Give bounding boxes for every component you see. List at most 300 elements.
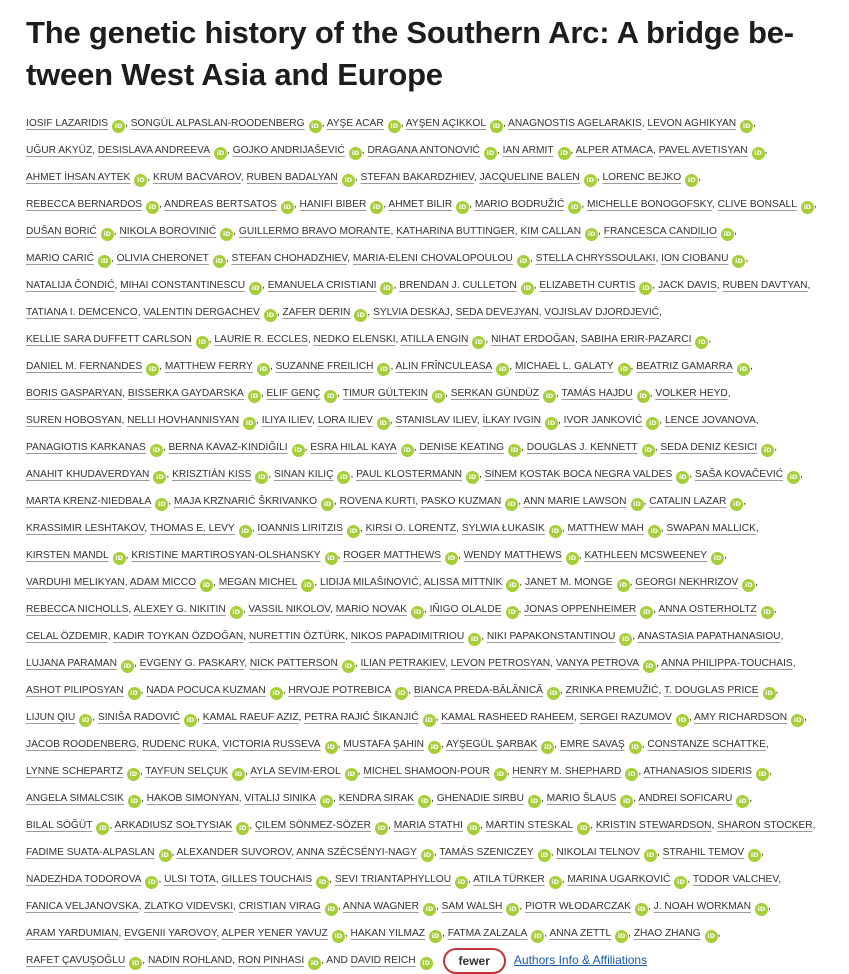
author-name-link[interactable]: TAYFUN SELÇUK [145, 766, 229, 777]
orcid-icon[interactable]: iD [787, 471, 800, 484]
author-name-link[interactable]: ANAGNOSTIS AGELARAKIS [508, 118, 642, 129]
orcid-icon[interactable]: iD [342, 660, 355, 673]
author-name-link[interactable]: TAMÁS SZENICZEY [439, 847, 534, 858]
author-name-link[interactable]: CLIVE BONSALL [717, 199, 797, 210]
author-name-link[interactable]: VOLKER HEYD [655, 388, 728, 399]
author-name-link[interactable]: BISSERKA GAYDARSKA [127, 388, 244, 399]
orcid-icon[interactable]: iD [145, 876, 158, 889]
author-name-link[interactable]: ZRINKA PREMUŽIĆ [565, 685, 659, 696]
author-name-link[interactable]: SABIHA ERIR-PAZARCI [580, 334, 692, 345]
orcid-icon[interactable]: iD [521, 282, 534, 295]
author-name-link[interactable]: BERNA KAVAZ-KINDIĞILI [168, 442, 288, 453]
orcid-icon[interactable]: iD [301, 579, 314, 592]
orcid-icon[interactable]: iD [184, 714, 197, 727]
author-name-link[interactable]: SERGEI RAZUMOV [579, 712, 672, 723]
author-name-link[interactable]: HAKAN YILMAZ [350, 928, 426, 939]
author-name-link[interactable]: FANICA VELJANOVSKA [26, 901, 139, 912]
orcid-icon[interactable]: iD [496, 363, 509, 376]
author-name-link[interactable]: STEFAN CHOHADZHIEV [231, 253, 348, 264]
orcid-icon[interactable]: iD [625, 768, 638, 781]
author-name-link[interactable]: JANET M. MONGE [525, 577, 613, 588]
orcid-icon[interactable]: iD [620, 795, 633, 808]
orcid-icon[interactable]: iD [395, 687, 408, 700]
author-name-link[interactable]: GUILLERMO BRAVO MORANTE [238, 226, 391, 237]
author-name-link[interactable]: NATALIJA ČONDIĆ [26, 280, 115, 291]
author-name-link[interactable]: CELAL ÖZDEMIR [26, 631, 108, 642]
author-name-link[interactable]: KIM CALLAN [520, 226, 582, 237]
author-name-link[interactable]: SINIŠA RADOVIĆ [97, 712, 181, 723]
author-name-link[interactable]: ILIAN PETRAKIEV [360, 658, 446, 669]
author-name-link[interactable]: NADEZHDA TODOROVA [26, 874, 142, 885]
orcid-icon[interactable]: iD [418, 795, 431, 808]
orcid-icon[interactable]: iD [411, 606, 424, 619]
orcid-icon[interactable]: iD [127, 768, 140, 781]
orcid-icon[interactable]: iD [676, 714, 689, 727]
orcid-icon[interactable]: iD [640, 606, 653, 619]
author-name-link[interactable]: ATILA TÜRKER [473, 874, 545, 885]
author-name-link[interactable]: ROVENA KURTI [339, 496, 416, 507]
orcid-icon[interactable]: iD [705, 930, 718, 943]
author-name-link[interactable]: TAMÁS HAJDU [561, 388, 633, 399]
author-name-link[interactable]: ZAFER DERIN [282, 307, 351, 318]
author-name-link[interactable]: DAVID REICH [350, 955, 416, 967]
author-name-link[interactable]: ZLATKO VIDEVSKI [144, 901, 234, 912]
orcid-icon[interactable]: iD [740, 120, 753, 133]
orcid-icon[interactable]: iD [791, 714, 804, 727]
orcid-icon[interactable]: iD [644, 849, 657, 862]
author-name-link[interactable]: STEFAN BAKARDZHIEV [360, 172, 474, 183]
orcid-icon[interactable]: iD [232, 768, 245, 781]
orcid-icon[interactable]: iD [428, 741, 441, 754]
orcid-icon[interactable]: iD [421, 849, 434, 862]
author-name-link[interactable]: KENDRA SIRAK [338, 793, 415, 804]
orcid-icon[interactable]: iD [648, 525, 661, 538]
author-name-link[interactable]: SEVI TRIANTAPHYLLOU [334, 874, 452, 885]
orcid-icon[interactable]: iD [423, 903, 436, 916]
author-name-link[interactable]: T. DOUGLAS PRICE [663, 685, 759, 696]
author-name-link[interactable]: EVGENY G. PASKARY [139, 658, 245, 669]
orcid-icon[interactable]: iD [506, 606, 519, 619]
orcid-icon[interactable]: iD [375, 822, 388, 835]
author-name-link[interactable]: EMANUELA CRISTIANI [267, 280, 377, 291]
orcid-icon[interactable]: iD [239, 525, 252, 538]
author-name-link[interactable]: ESRA HILAL KAYA [310, 442, 397, 453]
author-name-link[interactable]: MARIO BODRUŽIĆ [474, 199, 565, 210]
orcid-icon[interactable]: iD [320, 795, 333, 808]
author-name-link[interactable]: LORA ILIEV [317, 415, 373, 426]
author-name-link[interactable]: MARIO CARIĆ [26, 253, 94, 264]
author-name-link[interactable]: TIMUR GÜLTEKIN [342, 388, 429, 399]
orcid-icon[interactable]: iD [321, 498, 334, 511]
orcid-icon[interactable]: iD [528, 795, 541, 808]
author-name-link[interactable]: PIOTR WŁODARCZAK [525, 901, 631, 912]
author-name-link[interactable]: VITALIJ SINIKA [244, 793, 317, 804]
orcid-icon[interactable]: iD [558, 147, 571, 160]
author-name-link[interactable]: KRASSIMIR LESHTAKOV [26, 523, 145, 534]
orcid-icon[interactable]: iD [585, 228, 598, 241]
author-name-link[interactable]: AHMET BILIR [388, 199, 453, 210]
author-name-link[interactable]: REBECCA NICHOLLS [26, 604, 129, 615]
orcid-icon[interactable]: iD [545, 417, 558, 430]
orcid-icon[interactable]: iD [370, 201, 383, 214]
orcid-icon[interactable]: iD [270, 687, 283, 700]
author-name-link[interactable]: TODOR VALCHEV [692, 874, 779, 885]
orcid-icon[interactable]: iD [505, 498, 518, 511]
author-name-link[interactable]: VASSIL NIKOLOV [248, 604, 331, 615]
author-name-link[interactable]: JONAS OPPENHEIMER [524, 604, 637, 615]
orcid-icon[interactable]: iD [756, 768, 769, 781]
author-name-link[interactable]: SINEM KOSTAK BOCA NEGRA VALDES [484, 469, 673, 480]
author-name-link[interactable]: SAM WALSH [441, 901, 503, 912]
author-name-link[interactable]: SEDA DEVEJYAN [455, 307, 539, 318]
author-name-link[interactable]: SYLWIA ŁUKASIK [461, 523, 545, 534]
author-name-link[interactable]: ALPER YENER YAVUZ [221, 928, 328, 939]
orcid-icon[interactable]: iD [472, 336, 485, 349]
author-name-link[interactable]: ALIN FRÎNCULEASA [395, 361, 493, 372]
author-name-link[interactable]: ULSI TOTA [164, 874, 216, 885]
author-name-link[interactable]: SUREN HOBOSYAN [26, 415, 122, 426]
orcid-icon[interactable]: iD [755, 903, 768, 916]
author-name-link[interactable]: SHARON STOCKER [717, 820, 813, 831]
orcid-icon[interactable]: iD [742, 579, 755, 592]
author-name-link[interactable]: LIJUN QIU [26, 712, 76, 723]
author-name-link[interactable]: J. NOAH WORKMAN [653, 901, 751, 912]
author-name-link[interactable]: AYŞEN AÇIKKOL [405, 118, 487, 129]
author-name-link[interactable]: SAŠA KOVAČEVIĆ [694, 469, 784, 480]
orcid-icon[interactable]: iD [721, 228, 734, 241]
orcid-icon[interactable]: iD [543, 390, 556, 403]
author-name-link[interactable]: ANAHIT KHUDAVERDYAN [26, 469, 150, 480]
orcid-icon[interactable]: iD [264, 309, 277, 322]
author-name-link[interactable]: PAUL KLOSTERMANN [356, 469, 462, 480]
orcid-icon[interactable]: iD [79, 714, 92, 727]
author-name-link[interactable]: ARAM YARDUMIAN [26, 928, 119, 939]
orcid-icon[interactable]: iD [423, 714, 436, 727]
author-name-link[interactable]: GHENADIE SIRBU [436, 793, 524, 804]
author-name-link[interactable]: SONGÜL ALPASLAN-ROODENBERG [130, 118, 305, 129]
orcid-icon[interactable]: iD [456, 201, 469, 214]
orcid-icon[interactable]: iD [325, 903, 338, 916]
orcid-icon[interactable]: iD [377, 363, 390, 376]
author-name-link[interactable]: PAVEL AVETISYAN [658, 145, 748, 156]
orcid-icon[interactable]: iD [752, 147, 765, 160]
author-name-link[interactable]: ATHANASIOS SIDERIS [643, 766, 752, 777]
author-name-link[interactable]: MARIO NOVAK [335, 604, 407, 615]
author-name-link[interactable]: PETRA RAJIĆ ŠIKANJIĆ [304, 712, 419, 723]
orcid-icon[interactable]: iD [468, 633, 481, 646]
orcid-icon[interactable]: iD [388, 120, 401, 133]
author-name-link[interactable]: AYLA SEVIM-EROL [250, 766, 341, 777]
author-name-link[interactable]: KIRSI O. LORENTZ [365, 523, 457, 534]
author-name-link[interactable]: LENCE JOVANOVA [665, 415, 756, 426]
author-name-link[interactable]: GOJKO ANDRIJAŠEVIĆ [232, 145, 345, 156]
orcid-icon[interactable]: iD [255, 471, 268, 484]
author-name-link[interactable]: ANDREI SOFICARU [638, 793, 733, 804]
orcid-icon[interactable]: iD [631, 498, 644, 511]
author-name-link[interactable]: SERKAN GÜNDÜZ [450, 388, 540, 399]
orcid-icon[interactable]: iD [281, 201, 294, 214]
orcid-icon[interactable]: iD [737, 363, 750, 376]
orcid-icon[interactable]: iD [159, 849, 172, 862]
orcid-icon[interactable]: iD [196, 336, 209, 349]
author-name-link[interactable]: ANGELA SIMALCSIK [26, 793, 124, 804]
author-name-link[interactable]: GEORGI NEKHRIZOV [635, 577, 739, 588]
author-name-link[interactable]: MARIA STATHI [393, 820, 463, 831]
orcid-icon[interactable]: iD [730, 498, 743, 511]
author-name-link[interactable]: RUBEN BADALYAN [246, 172, 338, 183]
orcid-icon[interactable]: iD [466, 471, 479, 484]
author-name-link[interactable]: KATHARINA BUTTINGER [396, 226, 515, 237]
orcid-icon[interactable]: iD [455, 876, 468, 889]
orcid-icon[interactable]: iD [128, 795, 141, 808]
author-name-link[interactable]: ARKADIUSZ SOŁTYSIAK [114, 820, 233, 831]
author-name-link[interactable]: LYNNE SCHEPARTZ [26, 766, 123, 777]
orcid-icon[interactable]: iD [243, 417, 256, 430]
orcid-icon[interactable]: iD [549, 876, 562, 889]
author-name-link[interactable]: KRISZTIÁN KISS [172, 469, 252, 480]
author-name-link[interactable]: MARTIN STESKAL [485, 820, 574, 831]
author-name-link[interactable]: LORENC BEJKO [602, 172, 682, 183]
orcid-icon[interactable]: iD [748, 849, 761, 862]
author-name-link[interactable]: SWAPAN MALLICK [666, 523, 756, 534]
author-name-link[interactable]: RAFET ÇAVUŞOĞLU [26, 955, 126, 967]
author-name-link[interactable]: DESISLAVA ANDREEVA [97, 145, 211, 156]
orcid-icon[interactable]: iD [517, 255, 530, 268]
orcid-icon[interactable]: iD [292, 444, 305, 457]
author-name-link[interactable]: CATALIN LAZAR [649, 496, 727, 507]
orcid-icon[interactable]: iD [347, 525, 360, 538]
orcid-icon[interactable]: iD [153, 471, 166, 484]
orcid-icon[interactable]: iD [324, 390, 337, 403]
orcid-icon[interactable]: iD [113, 552, 126, 565]
orcid-icon[interactable]: iD [538, 849, 551, 862]
author-name-link[interactable]: RUBEN DAVTYAN [722, 280, 808, 291]
author-name-link[interactable]: ANNA ZETTL [549, 928, 612, 939]
author-name-link[interactable]: MATTHEW FERRY [164, 361, 253, 372]
orcid-icon[interactable]: iD [685, 174, 698, 187]
author-name-link[interactable]: BILAL SÖĞÜT [26, 820, 93, 831]
orcid-icon[interactable]: iD [637, 390, 650, 403]
orcid-icon[interactable]: iD [316, 876, 329, 889]
orcid-icon[interactable]: iD [155, 498, 168, 511]
author-name-link[interactable]: LUJANA PARAMAN [26, 658, 117, 669]
author-name-link[interactable]: IOANNIS LIRITZIS [257, 523, 343, 534]
author-name-link[interactable]: İLKAY IVGIN [482, 415, 541, 426]
orcid-icon[interactable]: iD [584, 174, 597, 187]
author-name-link[interactable]: MUSTAFA ŞAHIN [343, 739, 425, 750]
author-name-link[interactable]: MAJA KRZNARIĆ ŠKRIVANKO [173, 496, 317, 507]
orcid-icon[interactable]: iD [146, 363, 159, 376]
author-name-link[interactable]: PASKO KUZMAN [421, 496, 502, 507]
author-name-link[interactable]: SUZANNE FREILICH [275, 361, 374, 372]
author-name-link[interactable]: MICHEL SHAMOON-POUR [363, 766, 490, 777]
author-name-link[interactable]: ELIF GENÇ [266, 388, 321, 399]
author-name-link[interactable]: DENISE KEATING [419, 442, 505, 453]
author-name-link[interactable]: MEGAN MICHEL [218, 577, 298, 588]
orcid-icon[interactable]: iD [635, 903, 648, 916]
author-name-link[interactable]: HENRY M. SHEPHARD [512, 766, 622, 777]
author-name-link[interactable]: MARIA-ELENI CHOVALOPOULOU [352, 253, 513, 264]
author-name-link[interactable]: ANNA OSTERHOLTZ [658, 604, 757, 615]
author-name-link[interactable]: ANNA SZÉCSÉNYI-NAGY [296, 847, 417, 858]
author-name-link[interactable]: ANN MARIE LAWSON [523, 496, 627, 507]
author-name-link[interactable]: STANISLAV ILIEV [395, 415, 477, 426]
author-name-link[interactable]: CRISTIAN VIRAG [238, 901, 321, 912]
author-name-link[interactable]: DANIEL M. FERNANDES [26, 361, 143, 372]
orcid-icon[interactable]: iD [257, 363, 270, 376]
author-name-link[interactable]: FADIME SUATA-ALPASLAN [26, 847, 155, 858]
author-name-link[interactable]: VANYA PETROVA [555, 658, 640, 669]
orcid-icon[interactable]: iD [566, 552, 579, 565]
author-name-link[interactable]: AMY RICHARDSON [693, 712, 788, 723]
author-name-link[interactable]: MIHAI CONSTANTINESCU [120, 280, 246, 291]
orcid-icon[interactable]: iD [736, 795, 749, 808]
author-name-link[interactable]: HAKOB SIMONYAN [146, 793, 239, 804]
orcid-icon[interactable]: iD [309, 120, 322, 133]
author-name-link[interactable]: ANASTASIA PAPATHANASIOU [637, 631, 781, 642]
author-name-link[interactable]: ALEXANDER SUVOROV [176, 847, 292, 858]
author-name-link[interactable]: KRISTINE MARTIROSYAN-OLSHANSKY [131, 550, 321, 561]
author-name-link[interactable]: HANIFI BIBER [299, 199, 367, 210]
author-name-link[interactable]: AHMET İHSAN AYTEK [26, 172, 131, 183]
author-name-link[interactable]: ROGER MATTHEWS [343, 550, 441, 561]
orcid-icon[interactable]: iD [129, 957, 142, 970]
orcid-icon[interactable]: iD [325, 552, 338, 565]
author-name-link[interactable]: OLIVIA CHERONET [116, 253, 209, 264]
orcid-icon[interactable]: iD [432, 390, 445, 403]
orcid-icon[interactable]: iD [531, 930, 544, 943]
author-name-link[interactable]: ILIYA ILIEV [261, 415, 313, 426]
author-name-link[interactable]: LAURIE R. ECCLES [214, 334, 308, 345]
orcid-icon[interactable]: iD [629, 741, 642, 754]
author-name-link[interactable]: NIKOLAI TELNOV [556, 847, 640, 858]
orcid-icon[interactable]: iD [349, 147, 362, 160]
author-name-link[interactable]: ATILLA ENGIN [400, 334, 469, 345]
orcid-icon[interactable]: iD [761, 606, 774, 619]
author-name-link[interactable]: TATIANA I. DEMCENCO [26, 307, 138, 318]
author-name-link[interactable]: KAMAL RAEUF AZIZ [202, 712, 299, 723]
orcid-icon[interactable]: iD [420, 957, 433, 970]
orcid-icon[interactable]: iD [761, 444, 774, 457]
author-name-link[interactable]: ÇILEM SÖNMEZ-SÖZER [254, 820, 372, 831]
author-name-link[interactable]: ADAM MICCO [129, 577, 197, 588]
orcid-icon[interactable]: iD [96, 822, 109, 835]
orcid-icon[interactable]: iD [236, 822, 249, 835]
orcid-icon[interactable]: iD [619, 633, 632, 646]
orcid-icon[interactable]: iD [146, 201, 159, 214]
author-name-link[interactable]: BIANCA PREDA-BĂLĂNICĂ [413, 685, 543, 696]
author-name-link[interactable]: DOUGLAS J. KENNETT [526, 442, 638, 453]
author-name-link[interactable]: RON PINHASI [237, 955, 305, 967]
author-name-link[interactable]: FRANCESCA CANDILIO [603, 226, 717, 237]
orcid-icon[interactable]: iD [568, 201, 581, 214]
author-name-link[interactable]: SYLVIA DESKAJ [373, 307, 450, 318]
orcid-icon[interactable]: iD [401, 444, 414, 457]
author-name-link[interactable]: KATHLEEN MCSWEENEY [584, 550, 708, 561]
author-name-link[interactable]: IOSIF LAZARIDIS [26, 118, 109, 129]
orcid-icon[interactable]: iD [506, 903, 519, 916]
author-name-link[interactable]: DUŠAN BORIĆ [26, 226, 97, 237]
orcid-icon[interactable]: iD [98, 255, 111, 268]
author-name-link[interactable]: LEVON PETROSYAN [450, 658, 551, 669]
author-name-link[interactable]: ION CIOBANU [661, 253, 729, 264]
author-name-link[interactable]: JACOB ROODENBERG [26, 739, 137, 750]
author-name-link[interactable]: REBECCA BERNARDOS [26, 199, 143, 210]
author-name-link[interactable]: ASHOT PILIPOSYAN [26, 685, 124, 696]
orcid-icon[interactable]: iD [445, 552, 458, 565]
author-name-link[interactable]: NELLI HOVHANNISYAN [127, 415, 240, 426]
author-name-link[interactable]: ALISSA MITTNIK [423, 577, 503, 588]
author-name-link[interactable]: EMRE SAVAŞ [559, 739, 625, 750]
orcid-icon[interactable]: iD [618, 363, 631, 376]
author-name-link[interactable]: CONSTANZE SCHATTKE [647, 739, 766, 750]
orcid-icon[interactable]: iD [801, 201, 814, 214]
author-name-link[interactable]: GILLES TOUCHAIS [221, 874, 313, 885]
orcid-icon[interactable]: iD [467, 822, 480, 835]
author-name-link[interactable]: MATTHEW MAH [567, 523, 644, 534]
author-name-link[interactable]: FATMA ZALZALA [447, 928, 528, 939]
orcid-icon[interactable]: iD [150, 444, 163, 457]
author-name-link[interactable]: KIRSTEN MANDL [26, 550, 109, 561]
orcid-icon[interactable]: iD [676, 471, 689, 484]
author-name-link[interactable]: KADIR TOYKAN ÖZDOĞAN [113, 631, 244, 642]
author-name-link[interactable]: NADA POCUCA KUZMAN [146, 685, 266, 696]
orcid-icon[interactable]: iD [377, 417, 390, 430]
author-name-link[interactable]: MARTA KRENZ-NIEDBAŁA [26, 496, 152, 507]
orcid-icon[interactable]: iD [646, 417, 659, 430]
orcid-icon[interactable]: iD [732, 255, 745, 268]
orcid-icon[interactable]: iD [342, 174, 355, 187]
author-name-link[interactable]: UĞUR AKYÜZ [26, 145, 93, 156]
author-name-link[interactable]: PANAGIOTIS KARKANAS [26, 442, 146, 453]
orcid-icon[interactable]: iD [134, 174, 147, 187]
author-name-link[interactable]: DRAGANA ANTONOVIĆ [367, 145, 480, 156]
orcid-icon[interactable]: iD [643, 660, 656, 673]
orcid-icon[interactable]: iD [642, 444, 655, 457]
author-name-link[interactable]: KAMAL RASHEED RAHEEM [441, 712, 574, 723]
author-name-link[interactable]: LEVON AGHIKYAN [647, 118, 737, 129]
author-name-link[interactable]: SINAN KILIÇ [274, 469, 334, 480]
author-name-link[interactable]: ANDREAS BERTSATOS [164, 199, 277, 210]
author-name-link[interactable]: JACK DAVIS [658, 280, 717, 291]
orcid-icon[interactable]: iD [617, 579, 630, 592]
orcid-icon[interactable]: iD [249, 282, 262, 295]
author-name-link[interactable]: VICTORIA RUSSEVA [222, 739, 321, 750]
orcid-icon[interactable]: iD [380, 282, 393, 295]
author-name-link[interactable]: MICHELLE BONOGOFSKY [586, 199, 712, 210]
author-name-link[interactable]: NEDKO ELENSKI [313, 334, 396, 345]
orcid-icon[interactable]: iD [490, 120, 503, 133]
author-name-link[interactable]: AYŞEGÜL ŞARBAK [446, 739, 538, 750]
orcid-icon[interactable]: iD [220, 228, 233, 241]
orcid-icon[interactable]: iD [214, 147, 227, 160]
author-name-link[interactable]: KRUM BACVAROV [153, 172, 241, 183]
author-name-link[interactable]: NIHAT ERDOĞAN [491, 334, 576, 345]
author-name-link[interactable]: BRENDAN J. CULLETON [399, 280, 517, 291]
author-name-link[interactable]: WENDY MATTHEWS [463, 550, 562, 561]
author-name-link[interactable]: VARDUHI MELIKYAN [26, 577, 125, 588]
author-name-link[interactable]: ALPER ATMACA [575, 145, 654, 156]
author-name-link[interactable]: NIKI PAPAKONSTANTINOU [486, 631, 616, 642]
author-name-link[interactable]: LIDIJA MILAŠINOVIĆ [320, 577, 419, 588]
author-name-link[interactable]: VALENTIN DERGACHEV [143, 307, 260, 318]
author-name-link[interactable]: HRVOJE POTREBICA [288, 685, 392, 696]
orcid-icon[interactable]: iD [549, 525, 562, 538]
orcid-icon[interactable]: iD [332, 930, 345, 943]
orcid-icon[interactable]: iD [429, 930, 442, 943]
author-name-link[interactable]: IÑIGO OLALDE [429, 604, 502, 615]
author-name-link[interactable]: NIKOS PAPADIMITRIOU [350, 631, 465, 642]
